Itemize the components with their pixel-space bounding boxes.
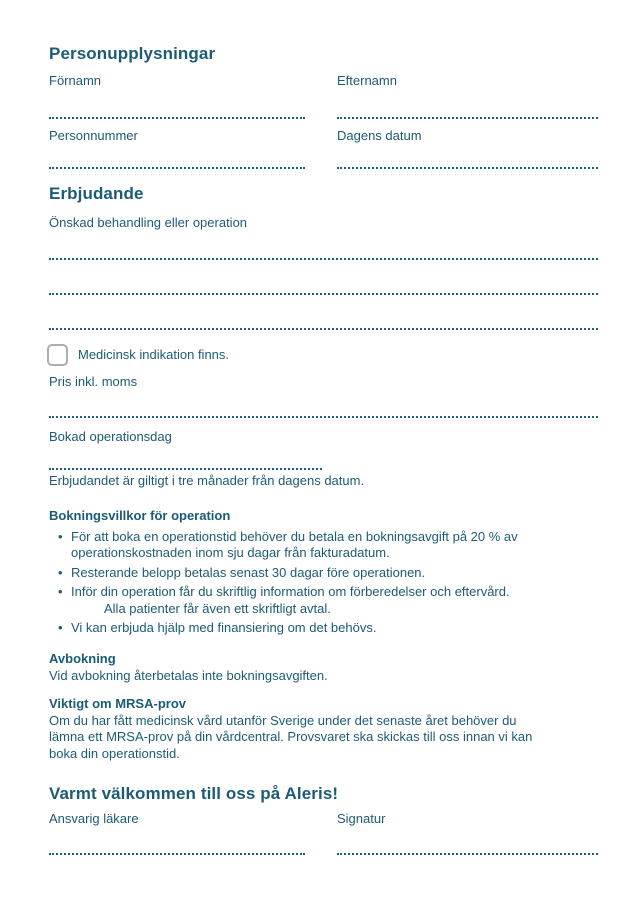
booking-terms-list <box>49 529 619 637</box>
field-label-price: Pris inkl. moms <box>49 374 138 389</box>
mrsa-text-line: lämna ett MRSA-prov på din vårdcentral. Provsvaret ska skickas till oss innan vi kan <box>49 729 533 744</box>
bullet-text: • Inför din operation får du skriftlig information om förberedelser och eftervård. <box>71 584 510 599</box>
mrsa-heading: Viktigt om MRSA-prov <box>49 696 186 711</box>
field-label-fornamn: Förnamn <box>49 73 102 88</box>
field-label-dagens-datum: Dagens datum <box>337 128 422 143</box>
fill-line-signature[interactable] <box>337 853 598 855</box>
fill-line-fornamn[interactable] <box>49 117 305 119</box>
fill-line-doctor[interactable] <box>49 853 305 855</box>
bullet-text-indented: Alla patienter får även ett skriftligt avtal. <box>104 600 331 616</box>
bullet-text: • Resterande belopp betalas senast 30 dagar före operationen. <box>71 564 426 580</box>
booking-terms-section <box>49 508 619 640</box>
fill-line-treatment-2[interactable] <box>49 293 598 295</box>
field-label-treatment: Önskad behandling eller operation <box>49 215 248 230</box>
cancellation-heading: Avbokning <box>49 651 116 666</box>
field-label-signature: Signatur <box>337 811 386 826</box>
cancellation-section <box>49 651 328 684</box>
field-label-personnummer: Personnummer <box>49 128 138 143</box>
mrsa-text-line: boka din operationstid. <box>49 745 180 761</box>
medical-indication-checkbox[interactable] <box>47 344 68 366</box>
mrsa-text-line: Om du har fått medicinsk vård utanför Sverige under det senaste året behöver du <box>49 712 517 728</box>
field-label-doctor: Ansvarig läkare <box>49 811 139 826</box>
list-item <box>49 565 619 582</box>
fill-line-treatment-3[interactable] <box>49 328 598 330</box>
section-heading-offer: Erbjudande <box>49 184 144 203</box>
fill-line-price[interactable] <box>49 416 598 418</box>
list-item <box>49 584 619 617</box>
fill-line-dagens-datum[interactable] <box>337 167 598 169</box>
field-label-surgery-day: Bokad operationsdag <box>49 429 172 444</box>
mrsa-section <box>49 696 532 762</box>
medical-indication-label: Medicinsk indikation finns. <box>78 346 230 362</box>
closing-heading: Varmt välkommen till oss på Aleris! <box>49 784 339 803</box>
offer-validity-note: Erbjudandet är giltigt i tre månader från dagens datum. <box>49 473 365 488</box>
fill-line-treatment-1[interactable] <box>49 258 598 260</box>
booking-terms-heading: Bokningsvillkor för operation <box>49 508 231 523</box>
section-heading-personal-info: Personupplysningar <box>49 44 216 63</box>
medical-indication-row <box>47 344 229 366</box>
list-item <box>49 529 619 562</box>
bullet-text: • Vi kan erbjuda hjälp med finansiering om det behövs. <box>71 620 377 635</box>
cancellation-text: Vid avbokning återbetalas inte bokningsavgiften. <box>49 667 328 683</box>
fill-line-surgery-day[interactable] <box>49 468 322 470</box>
fill-line-efternamn[interactable] <box>337 117 598 119</box>
list-item <box>49 620 619 637</box>
bullet-text: operationskostnaden inom sju dagar från fakturadatum. <box>71 545 390 560</box>
bullet-text: • För att boka en operationstid behöver du betala en bokningsavgift på 20 % av <box>71 528 518 544</box>
field-label-efternamn: Efternamn <box>337 73 397 88</box>
fill-line-personnummer[interactable] <box>49 167 305 169</box>
